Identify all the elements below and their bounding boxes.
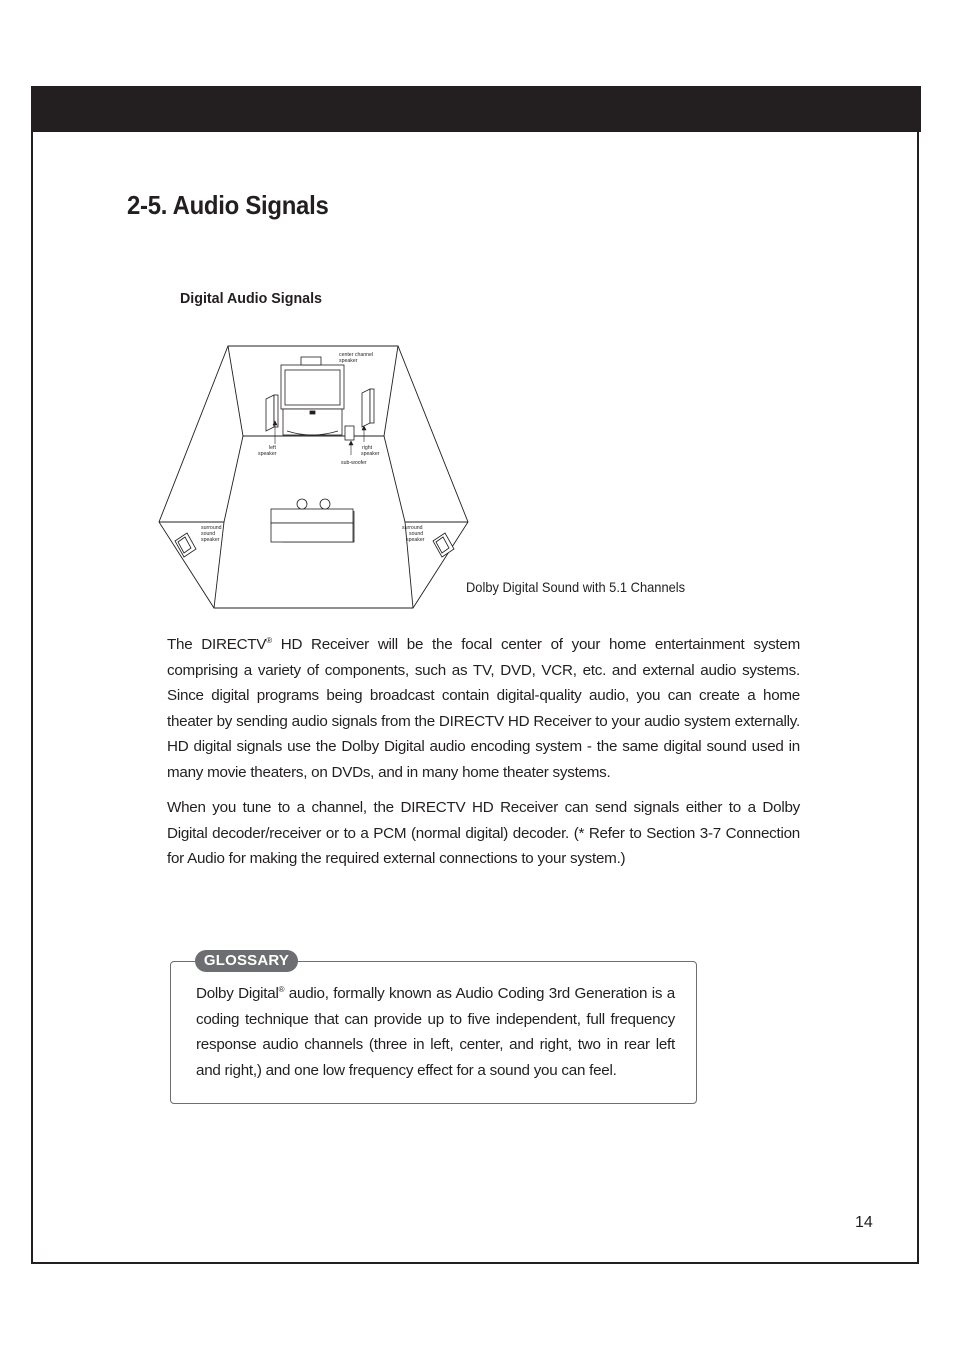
label-surround-right-1: surround — [402, 525, 423, 531]
page-number: 14 — [855, 1214, 873, 1231]
left-speaker — [266, 395, 274, 431]
tv-set — [281, 365, 344, 435]
paragraph-intro — [167, 632, 800, 786]
registered-mark: ® — [266, 636, 272, 645]
paragraph-intro-b: HD Receiver will be the focal center of your home entertainment system comprising a variety of components, such as TV, DVD, VCR, etc. and external audio systems. Since digital programs being broadcast contain digital-quality audio, you can create a home theater by sending audio signals from the DIRECTV HD Receiver to your audio system externally. HD digital signals use the Dolby Digital audio encoding system - the same digital sound used in many movie theaters, on DVDs, and in many home theater systems. — [167, 636, 800, 781]
sofa — [271, 499, 354, 542]
label-surround-left-3: speaker — [201, 537, 220, 543]
subsection-title: Digital Audio Signals — [180, 290, 322, 307]
label-left-speaker: speaker — [258, 451, 277, 457]
label-center-speaker: speaker — [339, 358, 358, 364]
label-right: right — [362, 445, 373, 451]
right-speaker — [362, 389, 370, 427]
label-surround-right-3: speaker — [406, 537, 425, 543]
glossary-text-b: audio, formally known as Audio Coding 3rd Generation is a coding technique that can provide up to five independent, full frequency response audio channels (three in left, center, and right, two in rear left and right,) and one low frequency effect for a sound you can feel. — [196, 985, 675, 1079]
label-surround-right-2: sound — [409, 531, 424, 537]
surround-speaker-right — [433, 533, 454, 557]
glossary-text-a: Dolby Digital — [196, 985, 279, 1002]
diagram-caption: Dolby Digital Sound with 5.1 Channels — [466, 579, 686, 595]
label-surround-left-2: sound — [201, 531, 216, 537]
glossary-text — [196, 981, 675, 1083]
label-surround-left-1: surround — [201, 525, 222, 531]
speaker-layout-diagram — [157, 343, 471, 611]
glossary-registered-mark: ® — [278, 985, 285, 994]
glossary-tab: GLOSSARY — [195, 950, 298, 972]
label-left: left — [269, 445, 276, 451]
paragraph-decoder: When you tune to a channel, the DIRECTV HD Receiver can send signals either to a Dolby Digital decoder/receiver or to a PCM (normal digital) decoder. (* Refer to Section 3-7 Connection for Audio for making the required external connections to your system.) — [167, 799, 800, 868]
label-subwoofer: sub-woofer — [341, 460, 367, 466]
paragraph-intro-a: The DIRECTV — [167, 636, 267, 653]
surround-speaker-left — [175, 533, 196, 557]
subwoofer — [345, 426, 354, 440]
label-center-channel: center channel — [339, 352, 374, 358]
label-right-speaker: speaker — [361, 451, 380, 457]
center-speaker — [301, 357, 321, 365]
section-title: 2-5. Audio Signals — [127, 190, 329, 220]
